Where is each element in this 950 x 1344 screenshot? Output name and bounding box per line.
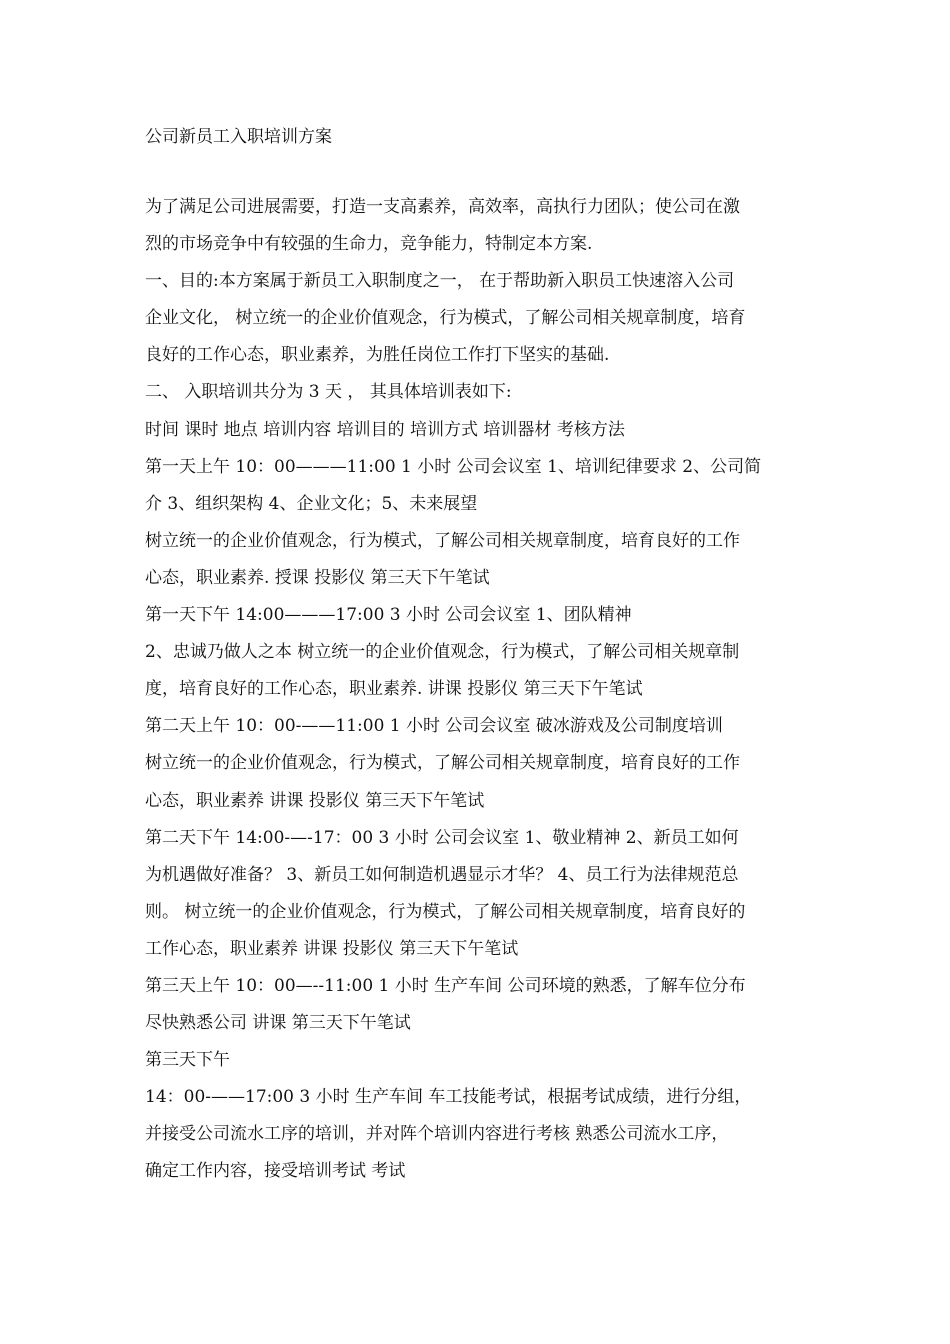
text-line: 心态，职业素养 讲课 投影仪 第三天下午笔试 xyxy=(145,790,485,811)
text-line: 时间 课时 地点 培训内容 培训目的 培训方式 培训器材 考核方法 xyxy=(145,419,625,440)
text-line: 第二天下午 14:00-—-17：00 3 小时 公司会议室 1、敬业精神 2、新员工如何 xyxy=(145,827,739,848)
text-line: 树立统一的企业价值观念，行为模式，了解公司相关规章制度，培育良好的工作 xyxy=(145,753,740,774)
text-line: 第一天下午 14:00———17:00 3 小时 公司会议室 1、团队精神 xyxy=(145,605,632,626)
text-line: 第二天上午 10：00-——11:00 1 小时 公司会议室 破冰游戏及公司制度培训 xyxy=(145,716,723,737)
text-line: 为机遇做好准备？ 3、新员工如何制造机遇显示才华？ 4、员工行为法律规范总 xyxy=(145,864,739,885)
text-line: 介 3、组织架构 4、企业文化；5、未来展望 xyxy=(145,493,478,514)
text-line: 工作心态，职业素养 讲课 投影仪 第三天下午笔试 xyxy=(145,938,519,959)
document-content xyxy=(145,124,815,1191)
text-line: 为了满足公司进展需要，打造一支高素养，高效率，高执行力团队；使公司在激 xyxy=(145,197,740,217)
text-line: 良好的工作心态，职业素养，为胜任岗位工作打下坚实的基础. xyxy=(145,345,610,366)
text-line: 二、 入职培训共分为 3 天 ， 其具体培训表如下: xyxy=(145,382,512,403)
text-line: 尽快熟悉公司 讲课 第三天下午笔试 xyxy=(145,1013,411,1034)
text-line: 企业文化， 树立统一的企业价值观念，行为模式，了解公司相关规章制度，培育 xyxy=(145,308,746,329)
text-line: 并接受公司流水工序的培训，并对阵个培训内容进行考核 熟悉公司流水工序， xyxy=(145,1124,729,1145)
text-line: 确定工作内容，接受培训考试 考试 xyxy=(145,1161,406,1182)
text-line: 心态，职业素养. 授课 投影仪 第三天下午笔试 xyxy=(145,567,490,588)
text-line: 第三天下午 xyxy=(145,1050,230,1071)
text-line: 则。 树立统一的企业价值观念，行为模式，了解公司相关规章制度，培育良好的 xyxy=(145,901,746,922)
text-line: 第三天上午 10：00—--11:00 1 小时 生产车间 公司环境的熟悉，了解车位分布 xyxy=(145,975,746,996)
text-line: 烈的市场竞争中有较强的生命力，竞争能力，特制定本方案. xyxy=(145,234,593,255)
text-line: 树立统一的企业价值观念，行为模式，了解公司相关规章制度，培育良好的工作 xyxy=(145,530,740,551)
text-line: 14：00-——17:00 3 小时 生产车间 车工技能考试，根据考试成绩，进行分组， xyxy=(145,1087,752,1108)
document-title: 公司新员工入职培训方案 xyxy=(145,127,332,147)
text-line: 第一天上午 10：00———11:00 1 小时 公司会议室 1、培训纪律要求 2、公司简 xyxy=(145,456,762,477)
text-line: 2、忠诚乃做人之本 树立统一的企业价值观念，行为模式，了解公司相关规章制 xyxy=(145,642,740,663)
text-line: 一、目的:本方案属于新员工入职制度之一， 在于帮助新入职员工快速溶入公司 xyxy=(145,271,735,292)
text-line: 度，培育良好的工作心态，职业素养. 讲课 投影仪 第三天下午笔试 xyxy=(145,679,643,700)
document-body xyxy=(145,189,815,1191)
